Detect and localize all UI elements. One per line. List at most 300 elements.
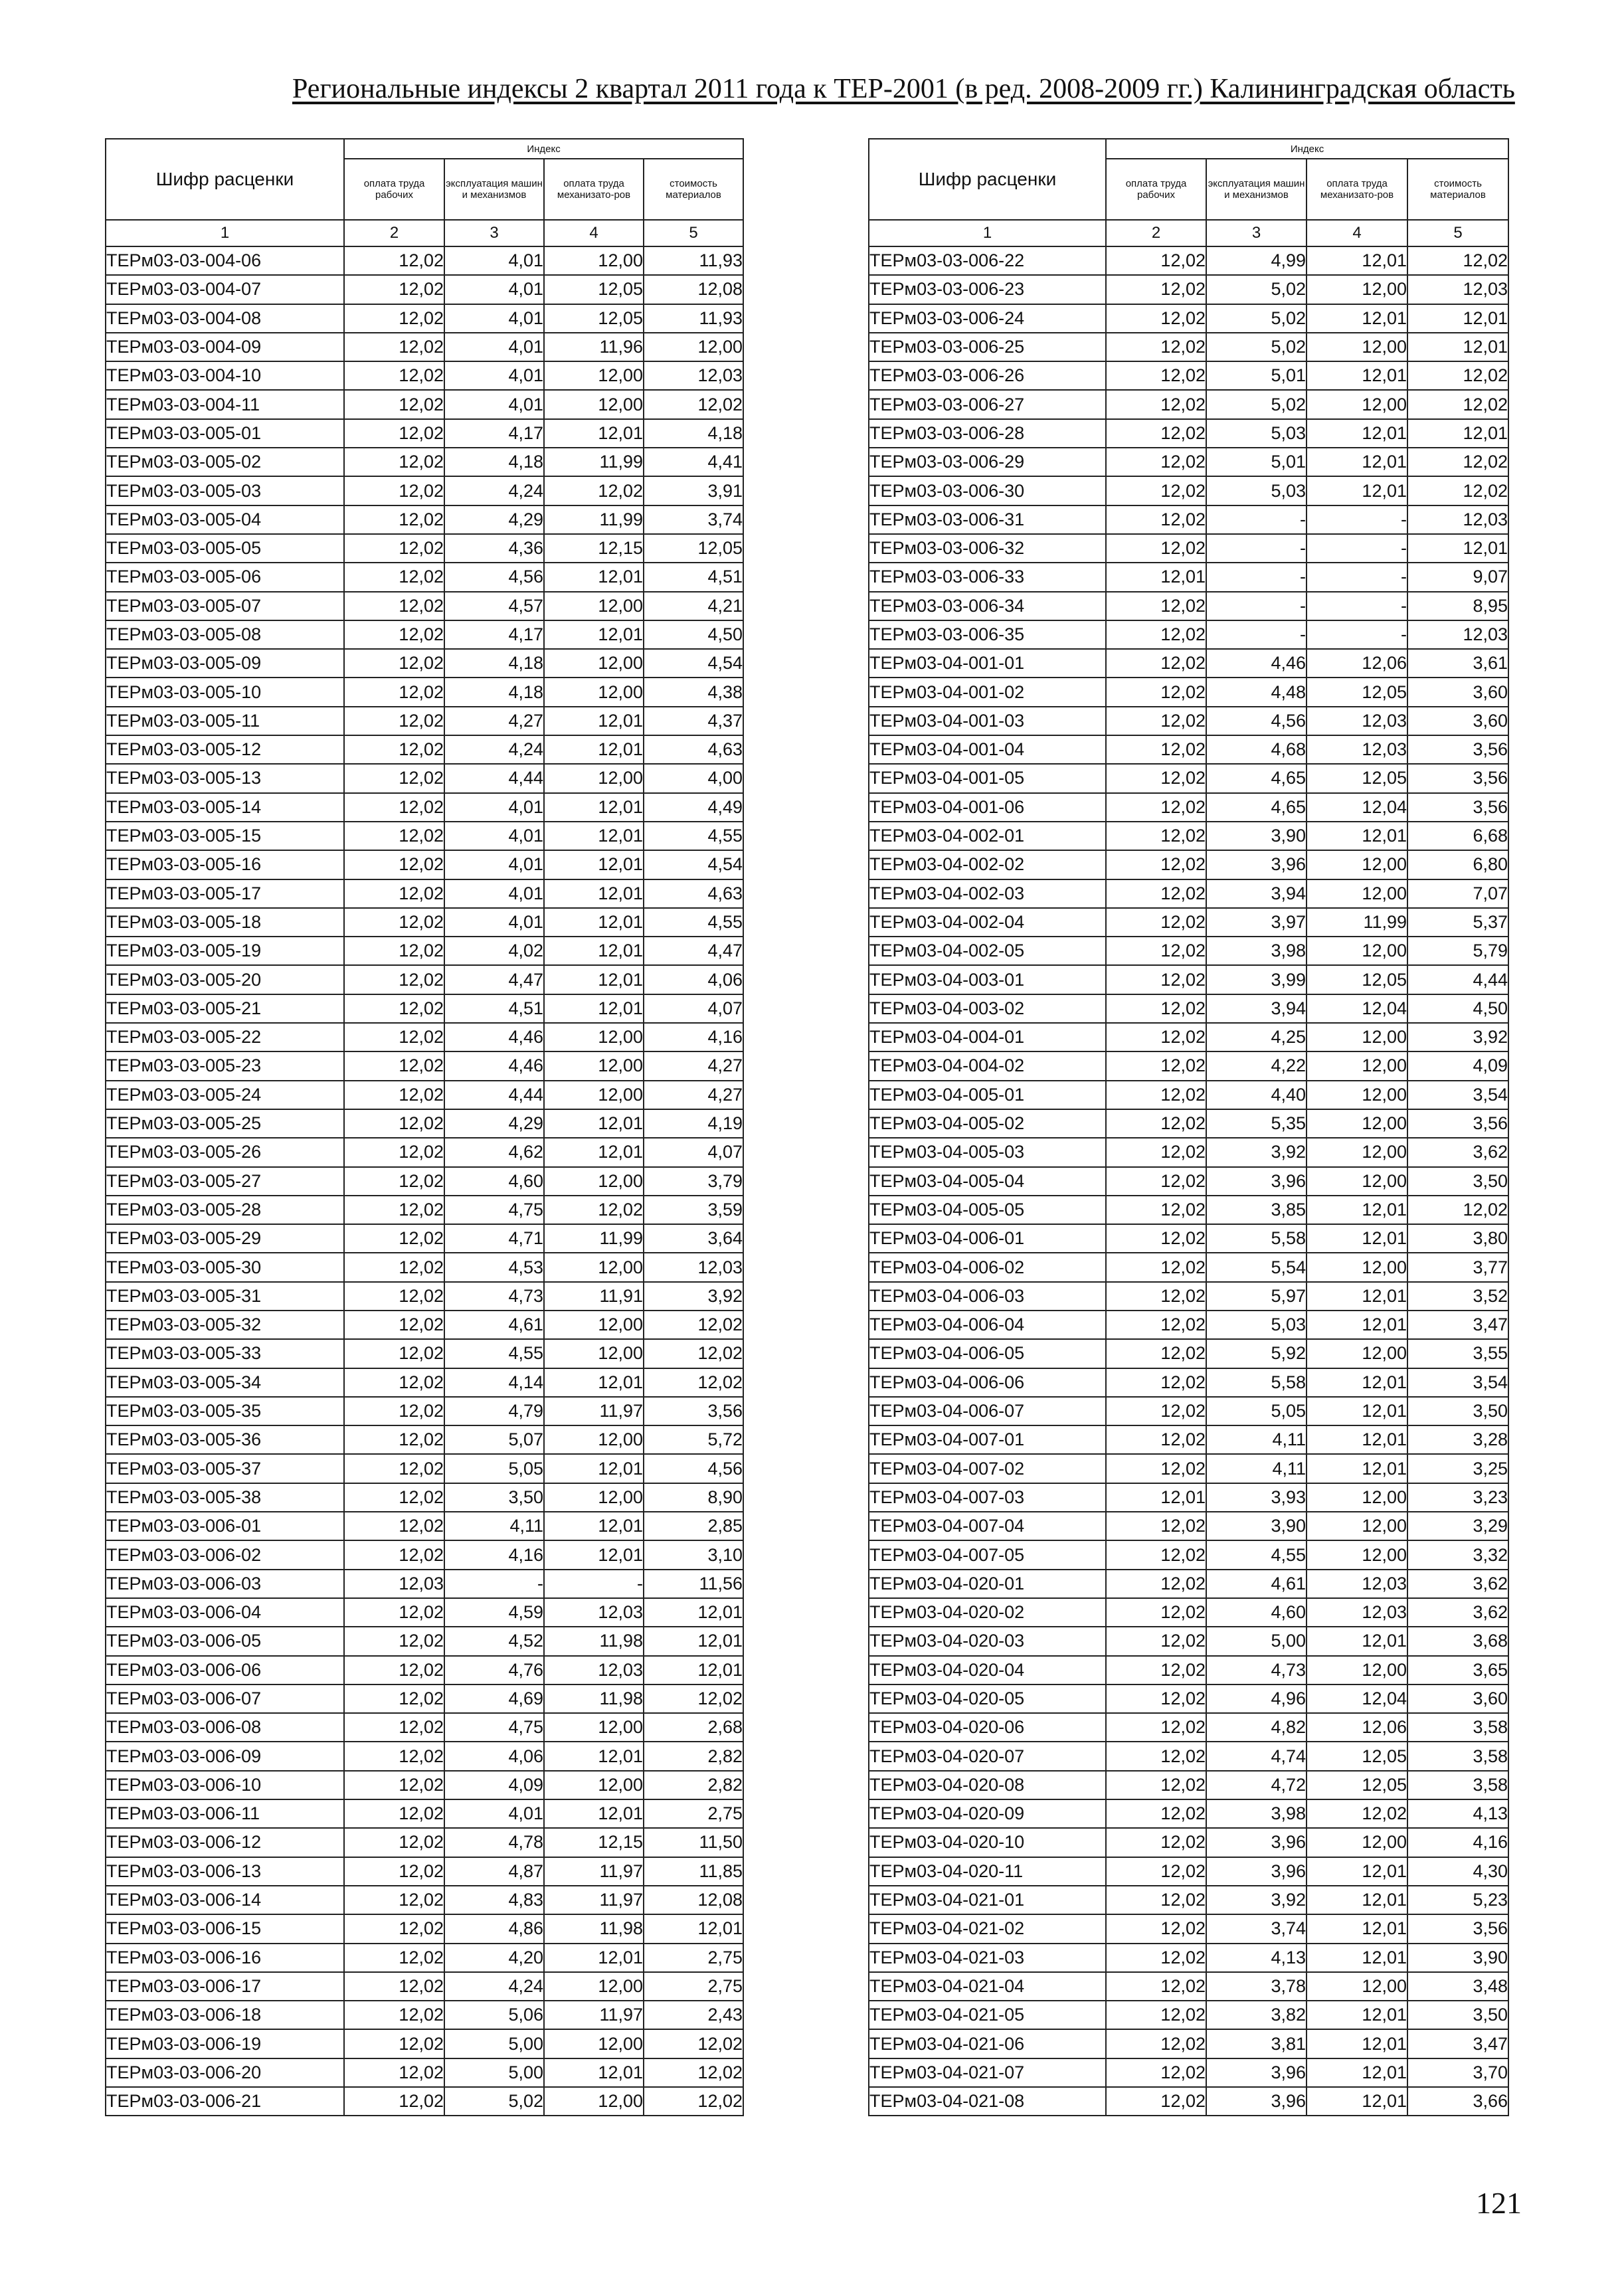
table-row (106, 994, 743, 1023)
mech-labor-index-cell: 12,00 (544, 1253, 644, 1281)
mech-labor-index-cell: 12,00 (544, 1483, 644, 1512)
table-row (106, 1857, 743, 1886)
table-row (106, 1742, 743, 1770)
materials-index-cell: 3,52 (1407, 1282, 1508, 1311)
materials-index-cell: 4,07 (644, 994, 743, 1023)
machines-index-cell: 4,29 (444, 505, 544, 534)
labor-index-cell: 12,02 (344, 361, 444, 390)
labor-index-cell: 12,02 (344, 1454, 444, 1483)
code-cell: ТЕРм03-04-003-01 (869, 965, 1106, 994)
mech-labor-index-cell: 12,15 (544, 534, 644, 563)
machines-index-cell: 3,96 (1206, 1857, 1307, 1886)
mech-labor-index-cell: 12,01 (544, 419, 644, 448)
code-cell: ТЕРм03-03-006-02 (106, 1540, 344, 1569)
table-row (106, 505, 743, 534)
table-row (869, 1425, 1508, 1454)
mech-labor-index-cell: 12,00 (544, 1167, 644, 1196)
machines-index-cell: 4,61 (444, 1311, 544, 1339)
code-cell: ТЕРм03-03-006-26 (869, 361, 1106, 390)
code-cell: ТЕРм03-04-021-04 (869, 1972, 1106, 2001)
table-row (869, 304, 1508, 333)
machines-index-cell: 4,56 (444, 563, 544, 591)
code-cell: ТЕРм03-04-004-01 (869, 1023, 1106, 1051)
materials-index-cell: 2,82 (644, 1771, 743, 1799)
machines-index-cell: 4,59 (444, 1598, 544, 1627)
materials-index-cell: 12,02 (1407, 390, 1508, 418)
mech-labor-index-cell: 12,00 (544, 1425, 644, 1454)
table-row (106, 1051, 743, 1080)
labor-index-cell: 12,02 (344, 1081, 444, 1109)
materials-index-cell: 12,08 (644, 1886, 743, 1914)
page-number: 121 (1476, 2186, 1522, 2220)
mech-labor-index-cell: 11,97 (544, 1886, 644, 1914)
labor-index-cell: 12,02 (344, 1425, 444, 1454)
materials-index-cell: 12,00 (644, 333, 743, 361)
machines-index-cell: 4,82 (1206, 1713, 1307, 1742)
materials-index-cell: 5,37 (1407, 908, 1508, 937)
table-row (106, 1397, 743, 1425)
table-row (106, 1512, 743, 1540)
code-cell: ТЕРм03-03-005-18 (106, 908, 344, 937)
labor-index-cell: 12,02 (344, 592, 444, 620)
materials-index-cell: 3,64 (644, 1224, 743, 1253)
materials-index-cell: 4,63 (644, 879, 743, 908)
table-row (106, 1828, 743, 1857)
machines-index-cell: 4,55 (444, 1339, 544, 1368)
mech-labor-index-cell: 11,97 (544, 1857, 644, 1886)
table-row (869, 1196, 1508, 1224)
machines-index-cell: 3,74 (1206, 1914, 1307, 1943)
table-row (869, 563, 1508, 591)
materials-index-cell: 3,58 (1407, 1771, 1508, 1799)
mech-labor-index-cell: 12,00 (1307, 1253, 1407, 1281)
table-row (869, 1512, 1508, 1540)
machines-index-cell: 5,02 (1206, 275, 1307, 304)
materials-index-cell: 11,93 (644, 304, 743, 333)
materials-index-cell: 4,07 (644, 1138, 743, 1166)
labor-index-cell: 12,02 (1106, 1397, 1206, 1425)
machines-index-cell: 4,79 (444, 1397, 544, 1425)
materials-index-cell: 12,03 (644, 361, 743, 390)
materials-index-cell: 3,55 (1407, 1339, 1508, 1368)
mech-labor-index-cell: 12,01 (1307, 448, 1407, 476)
table-row (106, 1598, 743, 1627)
machines-index-cell: 4,18 (444, 448, 544, 476)
materials-index-cell: 4,21 (644, 592, 743, 620)
code-cell: ТЕРм03-04-007-04 (869, 1512, 1106, 1540)
code-cell: ТЕРм03-04-002-03 (869, 879, 1106, 908)
materials-index-cell: 3,68 (1407, 1627, 1508, 1655)
materials-index-cell: 4,54 (644, 850, 743, 879)
column-number: 1 (106, 220, 344, 246)
labor-index-cell: 12,02 (1106, 620, 1206, 649)
table-row (869, 1138, 1508, 1166)
mech-labor-index-cell: 12,00 (1307, 1483, 1407, 1512)
mech-labor-index-cell: 12,00 (1307, 1167, 1407, 1196)
machines-index-cell: 5,35 (1206, 1109, 1307, 1138)
labor-index-cell: 12,02 (344, 1886, 444, 1914)
table-row (869, 1339, 1508, 1368)
code-cell: ТЕРм03-03-005-14 (106, 793, 344, 822)
table-body-left (106, 246, 743, 2116)
code-cell: ТЕРм03-04-007-03 (869, 1483, 1106, 1512)
code-cell: ТЕРм03-03-004-10 (106, 361, 344, 390)
machines-index-cell: 5,01 (1206, 448, 1307, 476)
machines-index-cell: 4,44 (444, 1081, 544, 1109)
labor-column-header: оплата труда рабочих (1106, 159, 1206, 220)
labor-index-cell: 12,02 (344, 1397, 444, 1425)
code-cell: ТЕРм03-03-006-05 (106, 1627, 344, 1655)
materials-index-cell: 4,16 (1407, 1828, 1508, 1857)
materials-index-cell: 12,08 (644, 275, 743, 304)
labor-index-cell: 12,02 (1106, 1857, 1206, 1886)
machines-index-cell: 4,01 (444, 879, 544, 908)
machines-index-cell: 3,99 (1206, 965, 1307, 994)
labor-index-cell: 12,02 (1106, 448, 1206, 476)
materials-index-cell: 12,02 (1407, 246, 1508, 275)
labor-index-cell: 12,02 (344, 1051, 444, 1080)
column-number: 2 (1106, 220, 1206, 246)
labor-index-cell: 12,02 (1106, 2087, 1206, 2116)
code-cell: ТЕРм03-04-021-05 (869, 2001, 1106, 2029)
machines-index-cell: 3,98 (1206, 1799, 1307, 1828)
code-cell: ТЕРм03-03-005-26 (106, 1138, 344, 1166)
labor-index-cell: 12,02 (344, 1540, 444, 1569)
materials-index-cell: 12,01 (1407, 419, 1508, 448)
labor-index-cell: 12,02 (344, 534, 444, 563)
mech-labor-index-cell: 12,01 (544, 937, 644, 965)
mech-labor-index-cell: 12,00 (544, 246, 644, 275)
materials-index-cell: 11,50 (644, 1828, 743, 1857)
labor-index-cell: 12,02 (1106, 1253, 1206, 1281)
code-cell: ТЕРм03-03-005-08 (106, 620, 344, 649)
mech-labor-index-cell: 12,00 (1307, 879, 1407, 908)
labor-index-cell: 12,02 (1106, 1742, 1206, 1770)
labor-index-cell: 12,02 (344, 1311, 444, 1339)
labor-index-cell: 12,02 (1106, 678, 1206, 706)
table-row (869, 1914, 1508, 1943)
machines-index-cell: 4,18 (444, 649, 544, 678)
materials-index-cell: 3,92 (1407, 1023, 1508, 1051)
table-row (106, 592, 743, 620)
machines-index-cell: 3,50 (444, 1483, 544, 1512)
machines-index-cell: 4,73 (1206, 1656, 1307, 1684)
code-cell: ТЕРм03-04-006-07 (869, 1397, 1106, 1425)
mech-labor-index-cell: 12,05 (1307, 965, 1407, 994)
table-row (106, 937, 743, 965)
materials-index-cell: 4,54 (644, 649, 743, 678)
mech-labor-index-cell: 12,00 (1307, 1972, 1407, 2001)
machines-index-cell: 4,46 (1206, 649, 1307, 678)
labor-index-cell: 12,02 (1106, 1282, 1206, 1311)
table-row (869, 1886, 1508, 1914)
mech-labor-index-cell: 12,01 (544, 1540, 644, 1569)
table-row (869, 1167, 1508, 1196)
machines-index-cell: 3,90 (1206, 822, 1307, 850)
table-row (106, 1454, 743, 1483)
labor-index-cell: 12,02 (344, 476, 444, 505)
machines-index-cell: 4,13 (1206, 1944, 1307, 1972)
mech-labor-index-cell: 12,01 (544, 1109, 644, 1138)
code-cell: ТЕРм03-03-006-24 (869, 304, 1106, 333)
code-cell: ТЕРм03-04-001-04 (869, 735, 1106, 764)
labor-index-cell: 12,01 (1106, 1483, 1206, 1512)
index-table-right (868, 138, 1509, 2116)
materials-index-cell: 3,74 (644, 505, 743, 534)
mech-labor-index-cell: 12,01 (1307, 2001, 1407, 2029)
materials-index-cell: 3,90 (1407, 1944, 1508, 1972)
machines-index-cell: 3,96 (1206, 2087, 1307, 2116)
code-cell: ТЕРм03-03-004-07 (106, 275, 344, 304)
machines-index-cell: 4,57 (444, 592, 544, 620)
code-cell: ТЕРм03-04-021-07 (869, 2058, 1106, 2087)
table-row (106, 879, 743, 908)
code-cell: ТЕРм03-03-006-07 (106, 1684, 344, 1713)
machines-index-cell: 4,75 (444, 1196, 544, 1224)
table-row (106, 2087, 743, 2116)
machines-index-cell: 4,65 (1206, 793, 1307, 822)
column-number: 2 (344, 220, 444, 246)
table-row (869, 2087, 1508, 2116)
labor-index-cell: 12,02 (1106, 1886, 1206, 1914)
code-cell: ТЕРм03-04-006-05 (869, 1339, 1106, 1368)
materials-index-cell: 4,50 (644, 620, 743, 649)
code-cell: ТЕРм03-03-005-07 (106, 592, 344, 620)
table-row (869, 678, 1508, 706)
labor-index-cell: 12,02 (1106, 1771, 1206, 1799)
table-row (869, 1368, 1508, 1397)
machines-index-cell: 5,03 (1206, 476, 1307, 505)
machines-index-cell: 4,22 (1206, 1051, 1307, 1080)
machines-index-cell: 3,90 (1206, 1512, 1307, 1540)
table-row (869, 333, 1508, 361)
machines-column-header: эксплуатация машин и механизмов (1206, 159, 1307, 220)
materials-index-cell: 12,01 (1407, 333, 1508, 361)
mech-labor-index-cell: 12,00 (544, 678, 644, 706)
code-cell: ТЕРм03-03-006-31 (869, 505, 1106, 534)
materials-index-cell: 3,50 (1407, 2001, 1508, 2029)
materials-index-cell: 3,56 (1407, 1109, 1508, 1138)
code-cell: ТЕРм03-04-001-05 (869, 764, 1106, 792)
mech-labor-index-cell: 12,02 (544, 476, 644, 505)
labor-index-cell: 12,02 (1106, 965, 1206, 994)
machines-index-cell: 4,36 (444, 534, 544, 563)
materials-index-cell: 4,55 (644, 822, 743, 850)
code-cell: ТЕРм03-03-004-09 (106, 333, 344, 361)
materials-index-cell: 4,06 (644, 965, 743, 994)
code-cell: ТЕРм03-03-006-04 (106, 1598, 344, 1627)
code-cell: ТЕРм03-04-005-01 (869, 1081, 1106, 1109)
mech-labor-index-cell: 12,01 (1307, 1397, 1407, 1425)
machines-index-cell: 4,24 (444, 476, 544, 505)
mech-labor-index-cell: 12,01 (544, 1799, 644, 1828)
mech-labor-index-cell: 12,00 (544, 1023, 644, 1051)
materials-index-cell: 11,93 (644, 246, 743, 275)
code-cell: ТЕРм03-04-007-02 (869, 1454, 1106, 1483)
mech-labor-index-cell: 12,01 (1307, 1311, 1407, 1339)
labor-index-cell: 12,02 (344, 448, 444, 476)
table-row (106, 822, 743, 850)
materials-index-cell: 2,75 (644, 1972, 743, 2001)
mech-labor-index-cell: 12,06 (1307, 649, 1407, 678)
labor-index-cell: 12,02 (344, 1972, 444, 2001)
machines-index-cell: 5,97 (1206, 1282, 1307, 1311)
labor-index-cell: 12,02 (344, 620, 444, 649)
mech-labor-index-cell: 11,98 (544, 1914, 644, 1943)
mech-labor-index-cell: 12,00 (544, 390, 644, 418)
materials-index-cell: 4,18 (644, 419, 743, 448)
column-number: 4 (544, 220, 644, 246)
code-cell: ТЕРм03-03-005-34 (106, 1368, 344, 1397)
mech-labor-index-cell: 11,91 (544, 1282, 644, 1311)
table-row (106, 1138, 743, 1166)
materials-index-cell: 3,58 (1407, 1742, 1508, 1770)
mech-labor-index-cell: 12,01 (544, 994, 644, 1023)
mech-labor-index-cell: 12,03 (1307, 707, 1407, 735)
machines-index-cell: 5,05 (1206, 1397, 1307, 1425)
machines-index-cell: 4,16 (444, 1540, 544, 1569)
machines-index-cell: 4,46 (444, 1051, 544, 1080)
materials-index-cell: 4,55 (644, 908, 743, 937)
table-row (869, 965, 1508, 994)
labor-index-cell: 12,02 (344, 333, 444, 361)
materials-index-cell: 5,72 (644, 1425, 743, 1454)
mech-labor-index-cell: - (1307, 563, 1407, 591)
code-cell: ТЕРм03-04-006-03 (869, 1282, 1106, 1311)
code-cell: ТЕРм03-03-006-28 (869, 419, 1106, 448)
code-cell: ТЕРм03-04-002-05 (869, 937, 1106, 965)
machines-index-cell: 4,56 (1206, 707, 1307, 735)
column-number: 5 (1407, 220, 1508, 246)
table-row (869, 246, 1508, 275)
table-row (869, 994, 1508, 1023)
materials-index-cell: 3,91 (644, 476, 743, 505)
mech-labor-index-cell: 12,03 (1307, 1570, 1407, 1598)
table-row (869, 592, 1508, 620)
table-row (106, 1713, 743, 1742)
index-group-header: Индекс (1106, 139, 1508, 159)
machines-index-cell: 4,51 (444, 994, 544, 1023)
mech-labor-index-cell: 12,05 (1307, 678, 1407, 706)
machines-index-cell: 3,96 (1206, 2058, 1307, 2087)
labor-index-cell: 12,02 (1106, 850, 1206, 879)
machines-index-cell: 4,02 (444, 937, 544, 965)
materials-index-cell: 3,54 (1407, 1368, 1508, 1397)
materials-index-cell: 5,79 (1407, 937, 1508, 965)
table-row (869, 649, 1508, 678)
table-row (869, 850, 1508, 879)
materials-index-cell: 2,75 (644, 1944, 743, 1972)
table-row (869, 2029, 1508, 2058)
materials-index-cell: 6,68 (1407, 822, 1508, 850)
code-cell: ТЕРм03-03-006-23 (869, 275, 1106, 304)
labor-index-cell: 12,02 (1106, 1684, 1206, 1713)
materials-index-cell: 4,56 (644, 1454, 743, 1483)
mech-labor-index-cell: 12,01 (544, 1138, 644, 1166)
labor-index-cell: 12,02 (1106, 707, 1206, 735)
code-cell: ТЕРм03-03-005-37 (106, 1454, 344, 1483)
table-row (106, 1684, 743, 1713)
table-row (869, 1224, 1508, 1253)
machines-index-cell: 4,01 (444, 390, 544, 418)
machines-index-cell: 4,44 (444, 764, 544, 792)
table-row (106, 1425, 743, 1454)
mech-labor-index-cell: 12,01 (544, 1454, 644, 1483)
labor-index-cell: 12,02 (344, 1023, 444, 1051)
materials-index-cell: 3,10 (644, 1540, 743, 1569)
labor-index-cell: 12,02 (344, 908, 444, 937)
materials-index-cell: 3,58 (1407, 1713, 1508, 1742)
table-row (106, 1771, 743, 1799)
machines-index-cell: 3,98 (1206, 937, 1307, 965)
table-row (106, 620, 743, 649)
labor-index-cell: 12,02 (344, 1627, 444, 1655)
materials-index-cell: 2,85 (644, 1512, 743, 1540)
mech-labor-index-cell: 12,04 (1307, 1684, 1407, 1713)
table-row (106, 246, 743, 275)
mech-labor-index-cell: - (1307, 505, 1407, 534)
code-cell: ТЕРм03-04-020-06 (869, 1713, 1106, 1742)
mech-labor-index-cell: 11,99 (1307, 908, 1407, 937)
table-row (106, 1196, 743, 1224)
machines-index-cell: 4,61 (1206, 1570, 1307, 1598)
table-row (869, 505, 1508, 534)
mech-labor-index-cell: 12,01 (1307, 2029, 1407, 2058)
code-cell: ТЕРм03-04-021-01 (869, 1886, 1106, 1914)
code-cell: ТЕРм03-04-007-05 (869, 1540, 1106, 1569)
mech-labor-index-cell: 12,01 (1307, 822, 1407, 850)
mech-labor-index-cell: 12,01 (544, 2058, 644, 2087)
materials-index-cell: 3,47 (1407, 2029, 1508, 2058)
table-row (869, 2058, 1508, 2087)
code-cell: ТЕРм03-04-005-04 (869, 1167, 1106, 1196)
mech-labor-index-cell: 12,01 (1307, 1886, 1407, 1914)
labor-index-cell: 12,02 (344, 1742, 444, 1770)
mech-labor-index-cell: 12,01 (544, 793, 644, 822)
machines-index-cell: 4,87 (444, 1857, 544, 1886)
materials-index-cell: 3,77 (1407, 1253, 1508, 1281)
materials-index-cell: 12,02 (644, 2058, 743, 2087)
mech-labor-index-cell: 12,05 (1307, 764, 1407, 792)
materials-index-cell: 12,02 (644, 390, 743, 418)
machines-index-cell: 3,82 (1206, 2001, 1307, 2029)
mech-labor-index-cell: 12,01 (1307, 1944, 1407, 1972)
mech-labor-index-cell: 12,01 (1307, 246, 1407, 275)
mech-labor-index-cell: 12,00 (544, 1051, 644, 1080)
table-row (106, 1081, 743, 1109)
mech-labor-index-cell: 12,01 (1307, 361, 1407, 390)
code-cell: ТЕРм03-04-002-01 (869, 822, 1106, 850)
table-row (106, 1914, 743, 1943)
code-cell: ТЕРм03-04-020-02 (869, 1598, 1106, 1627)
table-row (869, 793, 1508, 822)
code-column-header: Шифр расценки (106, 139, 344, 220)
table-row (106, 304, 743, 333)
machines-index-cell: 3,78 (1206, 1972, 1307, 2001)
materials-index-cell: 12,03 (1407, 275, 1508, 304)
table-row (106, 1167, 743, 1196)
code-cell: ТЕРм03-04-020-03 (869, 1627, 1106, 1655)
mech-labor-index-cell: 12,01 (1307, 419, 1407, 448)
labor-index-cell: 12,02 (344, 649, 444, 678)
code-cell: ТЕРм03-04-021-06 (869, 2029, 1106, 2058)
code-cell: ТЕРм03-03-006-19 (106, 2029, 344, 2058)
materials-index-cell: 3,56 (1407, 1914, 1508, 1943)
materials-index-cell: 3,56 (1407, 735, 1508, 764)
labor-index-cell: 12,02 (1106, 1598, 1206, 1627)
materials-index-cell: 3,66 (1407, 2087, 1508, 2116)
labor-index-cell: 12,02 (1106, 1570, 1206, 1598)
